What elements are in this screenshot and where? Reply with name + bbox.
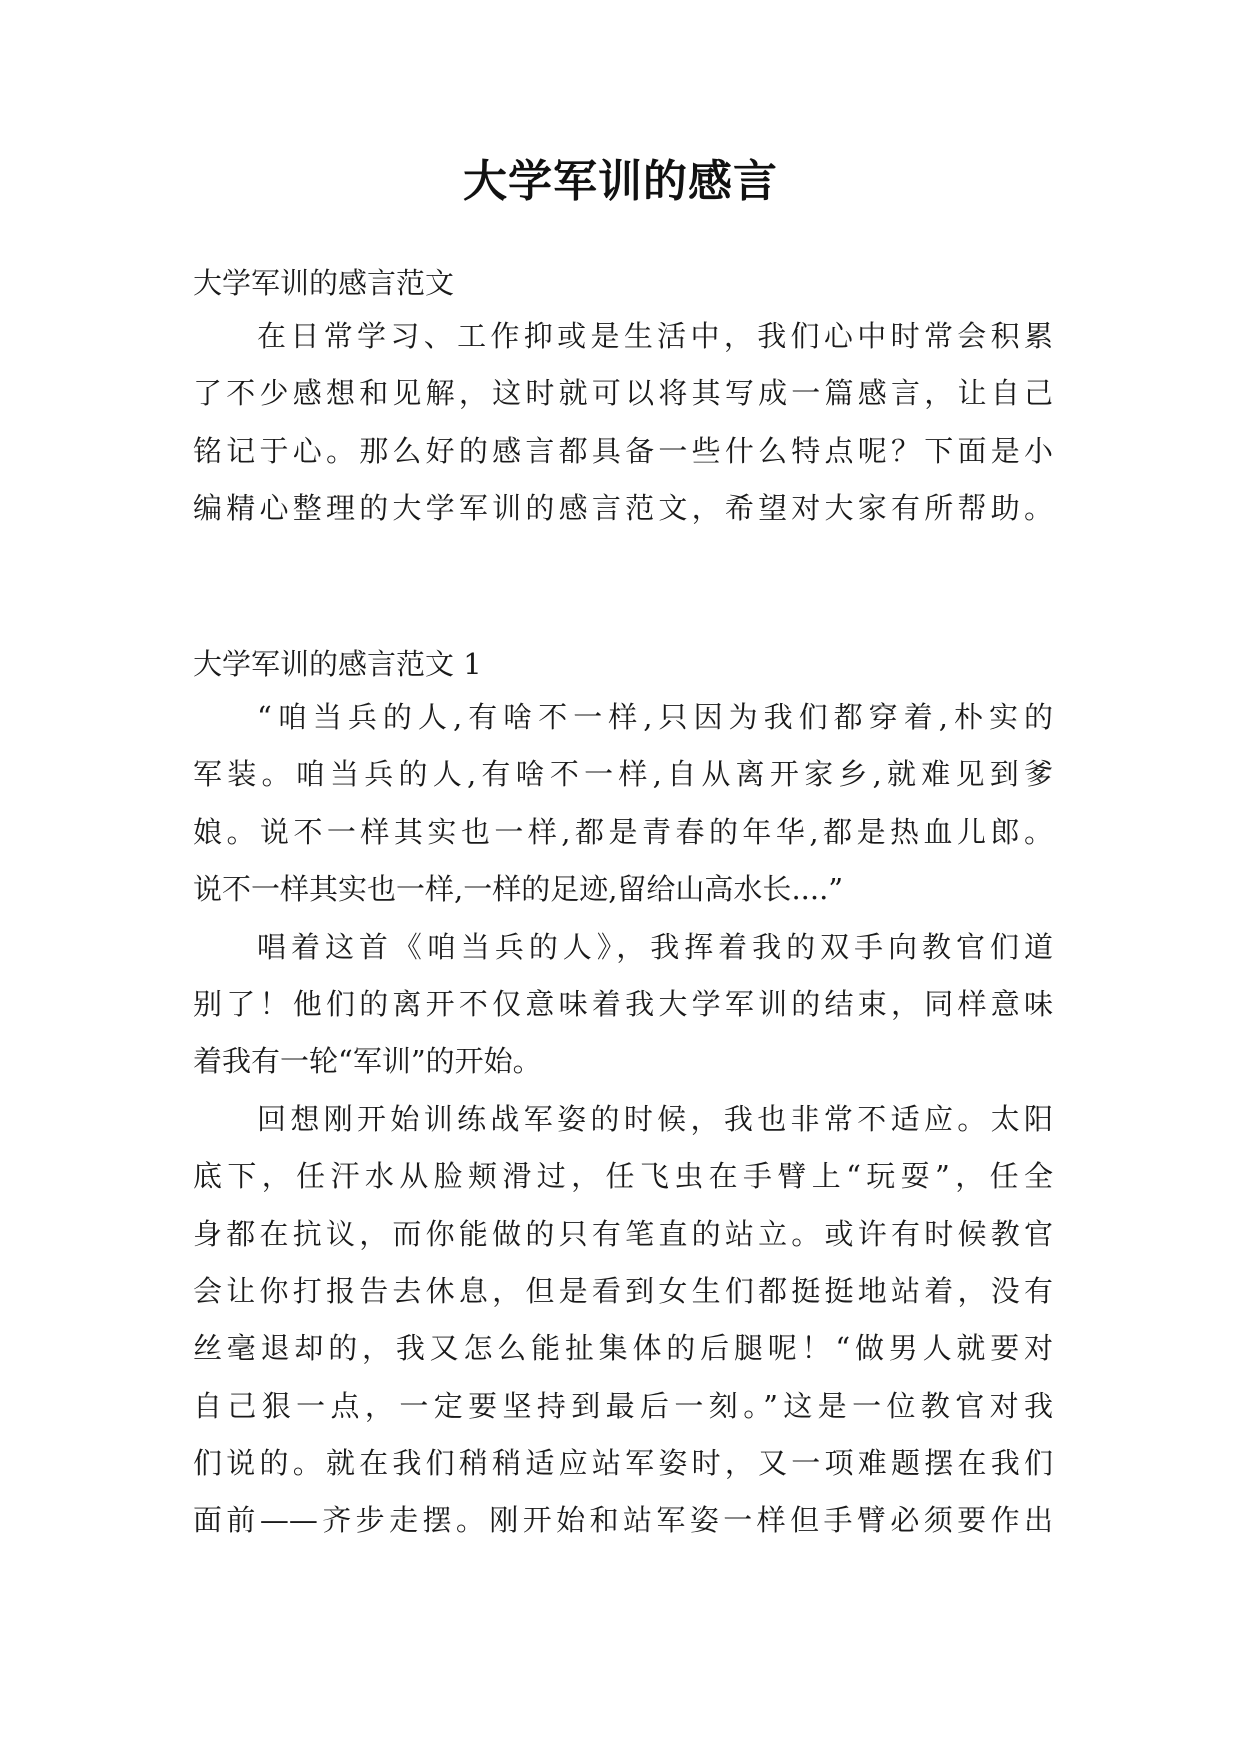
- paragraph-line: 底下，任汗水从脸颊滑过，任飞虫在手臂上“玩耍”，任全: [193, 1159, 1053, 1194]
- paragraph-line: 说不一样其实也一样,一样的足迹,留给山高水长....”: [193, 872, 844, 907]
- document-title: 大学军训的感言: [463, 156, 778, 207]
- paragraph-line: 身都在抗议，而你能做的只有笔直的站立。或许有时候教官: [193, 1216, 1053, 1251]
- paragraph-line: “咱当兵的人,有啥不一样,只因为我们都穿着,朴实的: [257, 700, 1053, 734]
- paragraph-line: 娘。说不一样其实也一样,都是青春的年华,都是热血儿郎。: [193, 814, 1053, 849]
- paragraph-line: 面前——齐步走摆。刚开始和站军姿一样但手臂必须要作出: [193, 1503, 1053, 1538]
- paragraph-line: 在日常学习、工作抑或是生活中，我们心中时常会积累: [257, 319, 1053, 353]
- paragraph-line: 编精心整理的大学军训的感言范文，希望对大家有所帮助。: [193, 491, 1053, 526]
- paragraph-line: 自己狠一点，一定要坚持到最后一刻。”这是一位教官对我: [193, 1388, 1053, 1423]
- section1-body: [193, 689, 1053, 1550]
- paragraph-line: 着我有一轮“军训”的开始。: [193, 1044, 542, 1079]
- paragraph-line: 唱着这首《咱当兵的人》，我挥着我的双手向教官们道: [257, 929, 1053, 964]
- intro-heading: 大学军训的感言范文: [193, 266, 455, 300]
- paragraph-line: 回想刚开始训练战军姿的时候，我也非常不适应。太阳: [257, 1101, 1053, 1136]
- intro-paragraph: [193, 308, 1053, 538]
- paragraph-line: 别了！他们的离开不仅意味着我大学军训的结束，同样意味: [193, 986, 1053, 1021]
- paragraph-line: 军装。咱当兵的人,有啥不一样,自从离开家乡,就难见到爹: [193, 757, 1053, 792]
- paragraph-line: 铭记于心。那么好的感言都具备一些什么特点呢？下面是小: [193, 433, 1053, 468]
- section1-heading: 大学军训的感言范文 1: [193, 647, 482, 681]
- paragraph-line: 丝毫退却的，我又怎么能扯集体的后腿呢！“做男人就要对: [193, 1331, 1053, 1366]
- paragraph-line: 了不少感想和见解，这时就可以将其写成一篇感言，让自己: [193, 376, 1053, 411]
- paragraph-line: 们说的。就在我们稍稍适应站军姿时，又一项难题摆在我们: [193, 1446, 1053, 1481]
- paragraph-line: 会让你打报告去休息，但是看到女生们都挺挺地站着，没有: [193, 1273, 1053, 1308]
